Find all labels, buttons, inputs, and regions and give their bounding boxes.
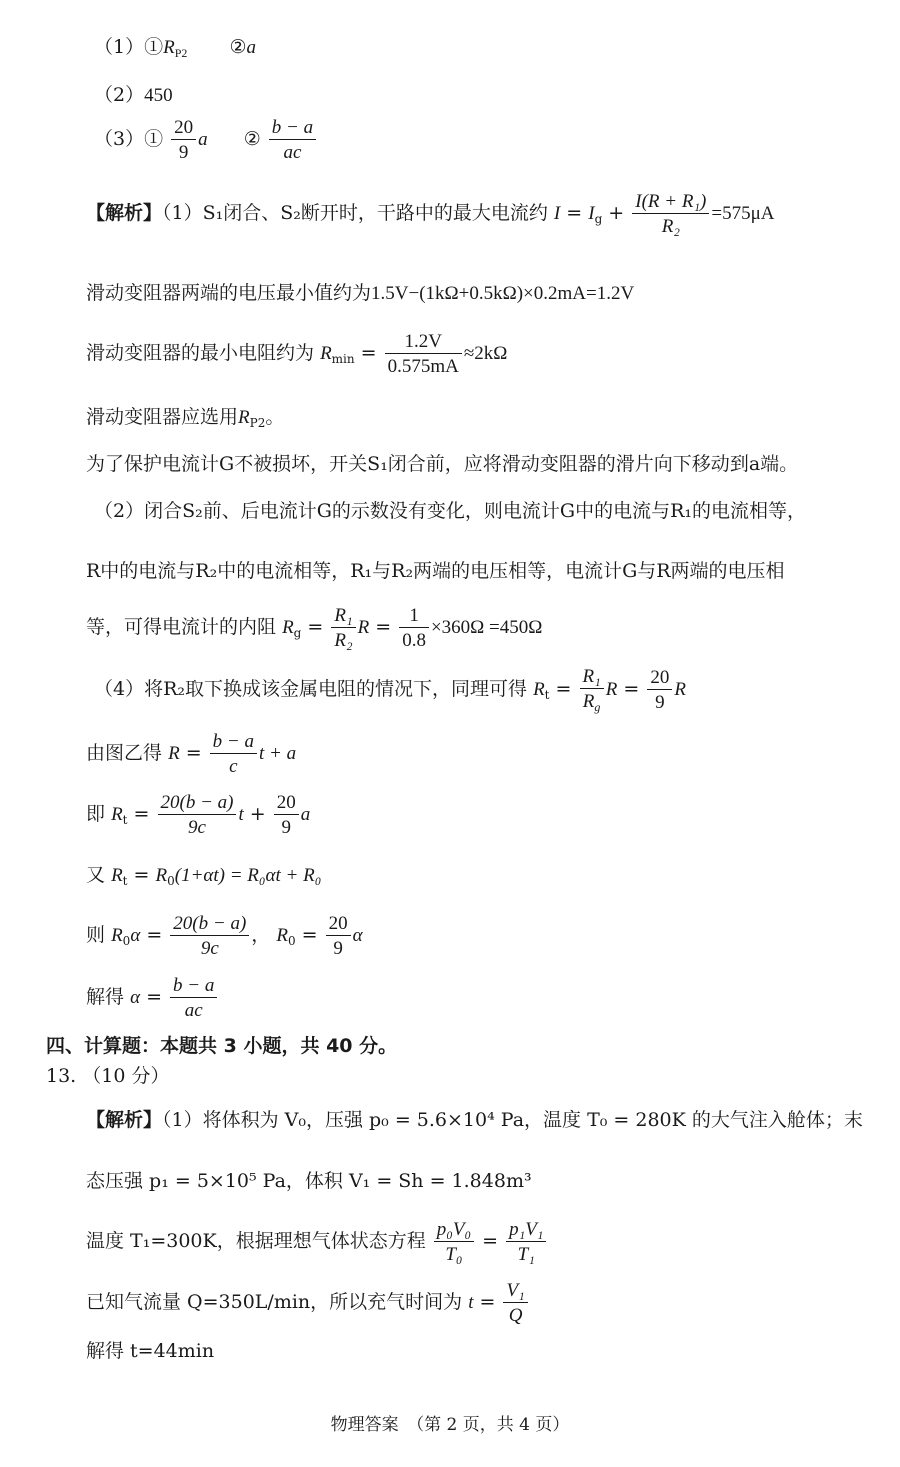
analysis-line-5: 为了保护电流计G不被损坏，开关S₁闭合前，应将滑动变阻器的滑片向下移动到a端。: [86, 453, 799, 475]
analysis-line-2: 滑动变阻器两端的电压最小值约为1.5V−(1kΩ+0.5kΩ)×0.2mA=1.2V: [86, 282, 635, 304]
page-footer: 物理答案 （第 2 页，共 4 页）: [330, 1415, 570, 1435]
analysis-line-14: 解得 α = $\frac{b - a}{ac}$: [86, 976, 219, 1020]
analysis-line-6: （2）闭合S₂前、后电流计G的示数没有变化，则电流计G中的电流与R₁的电流相等，: [94, 500, 807, 522]
analysis-line-13: 则 $R_0\alpha$ = $\frac{20(b - a)}{9c}$ ， $R_0$ = $\frac{20}{9}$ α: [86, 913, 363, 959]
answer-1: $(1)①R_{P2}$ ②a: [94, 36, 256, 60]
analysis-line-9: （4）将R₂取下换成该金属电阻的情况下，同理可得 $R_t$ = $\frac{\text{R₁}}{R_g}$ R = $\frac{20}{9}$ R: [94, 666, 686, 714]
analysis-line-1: 【解析】（1）S₁闭合、S₂断开时，干路中的最大电流约 $I = I_g$ + $\frac{\text{I(R + R₁)}}{\text{R₂}}$ =575μA: [86, 191, 775, 237]
q13-line-3: 温度 T₁=300K，根据理想气体状态方程 $\frac{\text{p₀V₀}}{\text{T₀}}$ = $\frac{\text{p₁V₁}}{\text{T₁}}$: [86, 1220, 548, 1264]
q13-line-5: 解得 t=44min: [86, 1340, 215, 1362]
q13-line-1: 【解析】（1）将体积为 V₀，压强 p₀ = 5.6×10⁴ Pa，温度 T₀ = 280K 的大气注入舱体；末: [86, 1109, 863, 1131]
analysis-line-11: 即 $R_t$ = $\frac{20(b - a)}{9c}$ t + $\frac{20}{9}$ a: [86, 792, 311, 838]
answer-3: （3）① $\frac{20}{9}$ a ② $\frac{b - a}{ac}$: [94, 118, 318, 162]
q13-line-2: 态压强 p₁ = 5×10⁵ Pa，体积 V₁ = Sh = 1.848m³: [86, 1170, 532, 1192]
analysis-line-10: 由图乙得 R = $\frac{b - a}{c}$ t + a: [86, 731, 297, 777]
answer-2: （2）450: [94, 84, 173, 106]
section-heading: 四、计算题：本题共 3 小题，共 40 分。: [46, 1035, 398, 1057]
q13-line-4: 已知气流量 Q=350L/min，所以充气时间为 t = $\frac{\text{V₁}}{Q}$: [86, 1281, 530, 1325]
analysis-line-4: 滑动变阻器应选用$R_{P2}$。: [86, 406, 285, 430]
analysis-line-3: 滑动变阻器的最小电阻约为 $R_{min}$ = $\frac{1.2V}{0.575mA}$ ≈2kΩ: [86, 331, 508, 377]
analysis-line-12: 又 $R_t = R_0(1+\alpha t) = R_0\alpha t + R_0$: [86, 864, 322, 888]
analysis-line-7: R中的电流与R₂中的电流相等，R₁与R₂两端的电压相等，电流计G与R两端的电压相: [86, 560, 785, 582]
analysis-line-8: 等，可得电流计的内阻 $R_g$ = $\frac{\text{R₁}}{\text{R₂}}$ R = $\frac{1}{0.8}$ ×360Ω =450Ω: [86, 605, 543, 651]
question-13-label: 13. （10 分）: [46, 1065, 170, 1087]
